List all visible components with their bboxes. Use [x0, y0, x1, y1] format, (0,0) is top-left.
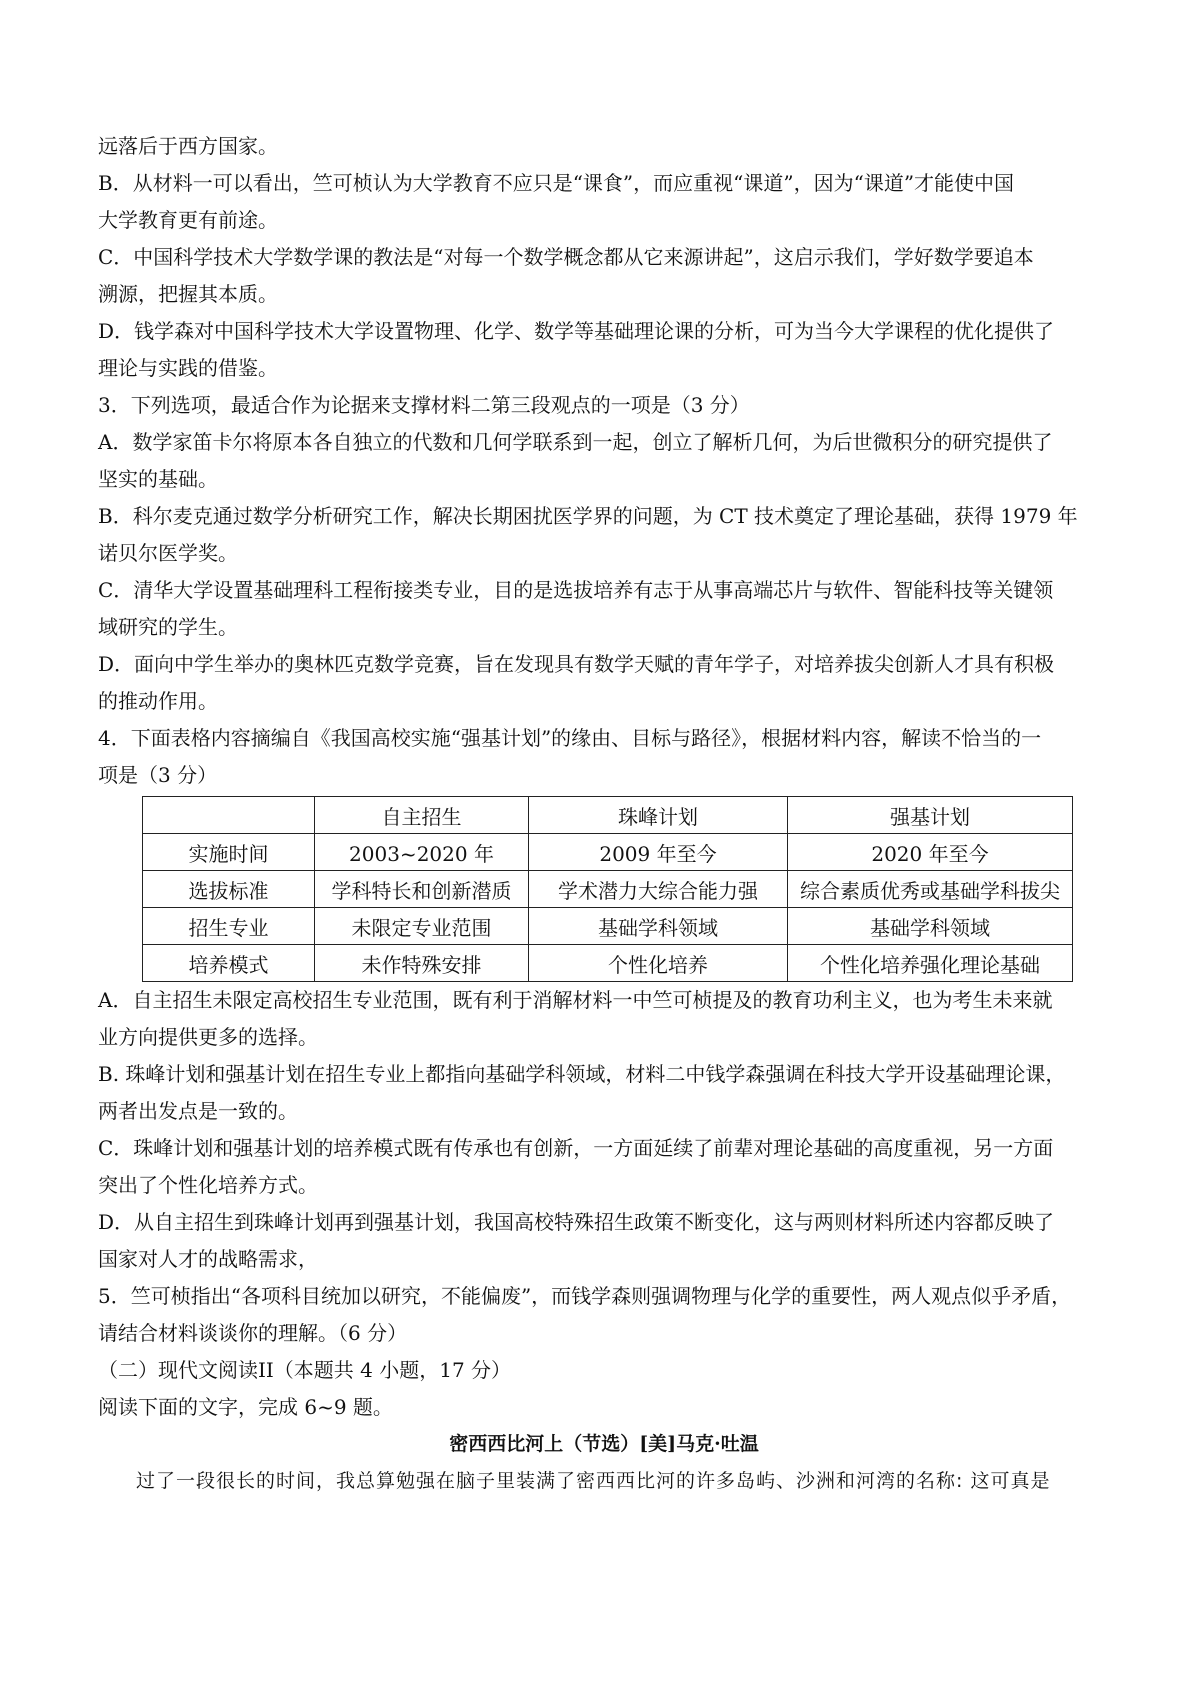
question-text-before-table: [98, 128, 1110, 794]
table-cell: 基础学科领域: [529, 908, 788, 945]
text-line: 两者出发点是一致的。: [98, 1099, 298, 1123]
table-cell: 个性化培养: [529, 945, 788, 982]
text-line: 突出了个性化培养方式。: [98, 1173, 318, 1197]
table-header-row: [143, 797, 1073, 834]
table-cell: 未作特殊安排: [315, 945, 529, 982]
text-line: A．自主招生未限定高校招生专业范围，既有利于消解材料一中竺可桢提及的教育功利主义，也为考生未来就: [98, 988, 1053, 1012]
table-header-cell: [143, 797, 315, 834]
table-cell: 学术潜力大综合能力强: [529, 871, 788, 908]
text-line: 3．下列选项，最适合作为论据来支撑材料二第三段观点的一项是（3 分）: [98, 393, 750, 417]
text-line: 4．下面表格内容摘编自《我国高校实施“强基计划”的缘由、目标与路径》，根据材料内容，解读不恰当的一: [98, 726, 1042, 750]
text-line: B. 珠峰计划和强基计划在招生专业上都指向基础学科领域，材料二中钱学森强调在科技大学开设基础理论课，: [98, 1062, 1066, 1086]
comparison-table: [142, 796, 1073, 982]
text-line: C．清华大学设置基础理科工程衔接类专业，目的是选拔培养有志于从事高端芯片与软件、智能科技等关键领: [98, 578, 1054, 602]
text-line: D．面向中学生举办的奥林匹克数学竞赛，旨在发现具有数学天赋的青年学子，对培养拔尖创新人才具有积极: [98, 652, 1055, 676]
table-cell: 2003~2020 年: [315, 834, 529, 871]
text-line: A．数学家笛卡尔将原本各自独立的代数和几何学联系到一起，创立了解析几何，为后世微积分的研究提供了: [98, 430, 1053, 454]
table-cell: 个性化培养强化理论基础: [788, 945, 1073, 982]
table-header-cell: 珠峰计划: [529, 797, 788, 834]
text-line: B．从材料一可以看出，竺可桢认为大学教育不应只是“课食”，而应重视“课道”，因为“课道”才能使中国: [98, 171, 1015, 195]
table-cell: 实施时间: [143, 834, 315, 871]
story-first-line: 过了一段很长的时间，我总算勉强在脑子里装满了密西西比河的许多岛屿、沙洲和河湾的名称: 这可真是: [136, 1470, 1051, 1492]
text-line: 的推动作用。: [98, 689, 218, 713]
table-cell: 招生专业: [143, 908, 315, 945]
text-line: 远落后于西方国家。: [98, 134, 278, 158]
story-title: 密西西比河上（节选）[美]马克·吐温: [449, 1433, 759, 1455]
text-line: D．从自主招生到珠峰计划再到强基计划，我国高校特殊招生政策不断变化，这与两则材料所述内容都反映了: [98, 1210, 1055, 1234]
text-line: 阅读下面的文字，完成 6~9 题。: [98, 1395, 393, 1419]
text-line: 大学教育更有前途。: [98, 208, 278, 232]
table-cell: 2020 年至今: [788, 834, 1073, 871]
table-cell: 2009 年至今: [529, 834, 788, 871]
table-cell: 未限定专业范围: [315, 908, 529, 945]
table-cell: 基础学科领域: [788, 908, 1073, 945]
text-line: 诺贝尔医学奖。: [98, 541, 238, 565]
table-cell: 学科特长和创新潜质: [315, 871, 529, 908]
text-line: 请结合材料谈谈你的理解。（6 分）: [98, 1321, 408, 1345]
text-line: 理论与实践的借鉴。: [98, 356, 278, 380]
text-line: 项是（3 分）: [98, 763, 218, 787]
table-header-cell: 强基计划: [788, 797, 1073, 834]
text-line: C．中国科学技术大学数学课的教法是“对每一个数学概念都从它来源讲起”，这启示我们，学好数学要追本: [98, 245, 1034, 269]
question-text-after-table: [98, 982, 1110, 1426]
text-line: 坚实的基础。: [98, 467, 218, 491]
table-cell: 培养模式: [143, 945, 315, 982]
text-line: C．珠峰计划和强基计划的培养模式既有传承也有创新，一方面延续了前辈对理论基础的高度重视，另一方面: [98, 1136, 1054, 1160]
table-row: [143, 945, 1073, 982]
table-cell: 选拔标准: [143, 871, 315, 908]
text-line: D．钱学森对中国科学技术大学设置物理、化学、数学等基础理论课的分析，可为当今大学课程的优化提供了: [98, 319, 1055, 343]
text-line: 溯源，把握其本质。: [98, 282, 278, 306]
text-line: （二）现代文阅读II（本题共 4 小题，17 分）: [98, 1358, 512, 1382]
text-line: B．科尔麦克通过数学分析研究工作，解决长期困扰医学界的问题，为 CT 技术奠定了理论基础，获得 1979 年: [98, 504, 1078, 528]
table-row: [143, 871, 1073, 908]
text-line: 业方向提供更多的选择。: [98, 1025, 318, 1049]
table-header-cell: 自主招生: [315, 797, 529, 834]
table-row: [143, 834, 1073, 871]
text-line: 域研究的学生。: [98, 615, 238, 639]
table-row: [143, 908, 1073, 945]
text-line: 5．竺可桢指出“各项科目统加以研究，不能偏废”，而钱学森则强调物理与化学的重要性，两人观点似乎矛盾，: [98, 1284, 1072, 1308]
table-cell: 综合素质优秀或基础学科拔尖: [788, 871, 1073, 908]
text-line: 国家对人才的战略需求，: [98, 1247, 318, 1271]
